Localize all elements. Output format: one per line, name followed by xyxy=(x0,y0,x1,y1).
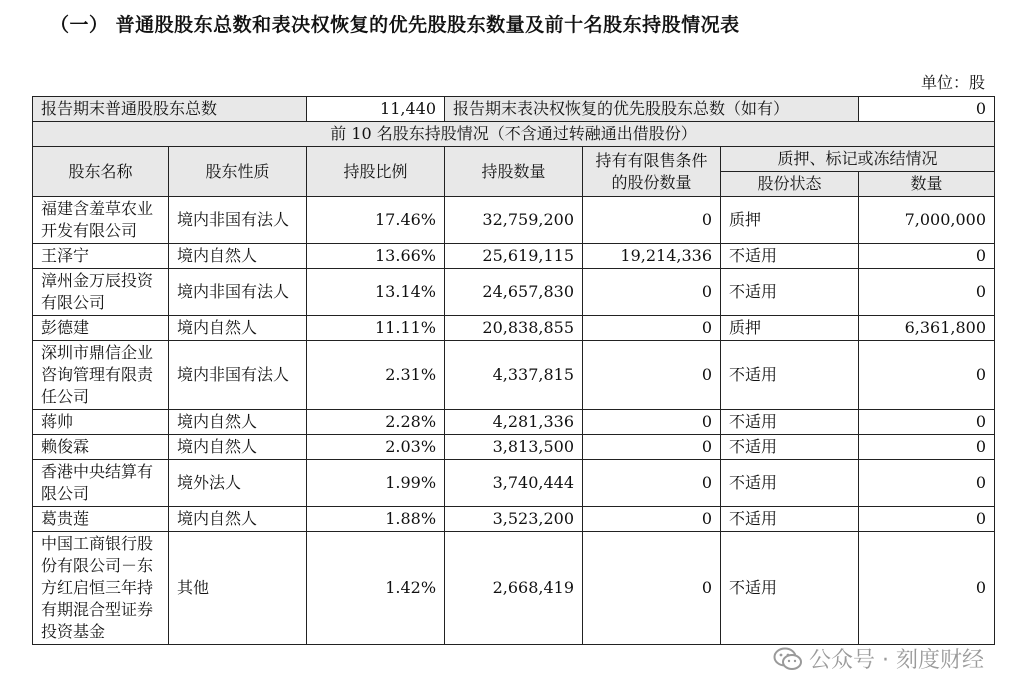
shareholder-nature: 其他 xyxy=(169,532,307,645)
header-status: 股份状态 xyxy=(721,172,859,197)
common-holders-value: 11,440 xyxy=(307,97,445,122)
pledge-amount: 0 xyxy=(859,410,995,435)
header-qty: 持股数量 xyxy=(445,147,583,197)
shareholder-name: 深圳市鼎信企业咨询管理有限责任公司 xyxy=(33,341,169,410)
watermark-text: 公众号 · 刻度财经 xyxy=(809,648,984,673)
shareholder-name: 王泽宁 xyxy=(33,244,169,269)
restricted-qty: 0 xyxy=(583,410,721,435)
wechat-icon xyxy=(773,646,803,672)
pledge-amount: 0 xyxy=(859,435,995,460)
table-row xyxy=(33,435,995,460)
shareholder-nature: 境内自然人 xyxy=(169,435,307,460)
pledge-amount: 7,000,000 xyxy=(859,197,995,244)
table-row xyxy=(33,341,995,410)
unit-label: 单位：股 xyxy=(920,73,985,92)
holding-ratio: 2.03% xyxy=(307,435,445,460)
shareholder-name: 香港中央结算有限公司 xyxy=(33,460,169,507)
shareholder-nature: 境内非国有法人 xyxy=(169,197,307,244)
share-status: 不适用 xyxy=(721,410,859,435)
share-status: 质押 xyxy=(721,316,859,341)
pledge-amount: 0 xyxy=(859,341,995,410)
restricted-qty: 0 xyxy=(583,269,721,316)
holding-qty: 3,813,500 xyxy=(445,435,583,460)
restricted-qty: 0 xyxy=(583,507,721,532)
pledge-amount: 0 xyxy=(859,460,995,507)
shareholder-nature: 境内自然人 xyxy=(169,507,307,532)
holding-ratio: 17.46% xyxy=(307,197,445,244)
shareholder-name: 蒋帅 xyxy=(33,410,169,435)
header-pledge-group: 质押、标记或冻结情况 xyxy=(721,147,995,172)
page-title: （一） 普通股股东总数和表决权恢复的优先股股东数量及前十名股东持股情况表 xyxy=(50,14,740,36)
restricted-qty: 0 xyxy=(583,460,721,507)
share-status: 不适用 xyxy=(721,341,859,410)
holding-ratio: 11.11% xyxy=(307,316,445,341)
restricted-qty: 0 xyxy=(583,197,721,244)
holding-qty: 4,337,815 xyxy=(445,341,583,410)
header-amount: 数量 xyxy=(859,172,995,197)
restricted-qty: 0 xyxy=(583,341,721,410)
header-nature: 股东性质 xyxy=(169,147,307,197)
summary-row xyxy=(33,97,995,122)
shareholder-nature: 境内非国有法人 xyxy=(169,341,307,410)
holding-qty: 3,523,200 xyxy=(445,507,583,532)
table-row xyxy=(33,410,995,435)
header-name: 股东名称 xyxy=(33,147,169,197)
table-row xyxy=(33,269,995,316)
section-header: 前 10 名股东持股情况（不含通过转融通出借股份） xyxy=(33,122,995,147)
holding-qty: 4,281,336 xyxy=(445,410,583,435)
header-ratio: 持股比例 xyxy=(307,147,445,197)
pref-holders-label: 报告期末表决权恢复的优先股股东总数（如有） xyxy=(445,97,859,122)
holding-ratio: 13.14% xyxy=(307,269,445,316)
shareholder-nature: 境内自然人 xyxy=(169,244,307,269)
share-status: 不适用 xyxy=(721,269,859,316)
shareholder-nature: 境内自然人 xyxy=(169,410,307,435)
share-status: 不适用 xyxy=(721,532,859,645)
pledge-amount: 0 xyxy=(859,244,995,269)
holding-qty: 24,657,830 xyxy=(445,269,583,316)
share-status: 不适用 xyxy=(721,507,859,532)
share-status: 不适用 xyxy=(721,460,859,507)
holding-qty: 32,759,200 xyxy=(445,197,583,244)
table-row xyxy=(33,507,995,532)
shareholder-nature: 境内自然人 xyxy=(169,316,307,341)
restricted-qty: 0 xyxy=(583,316,721,341)
holding-ratio: 1.99% xyxy=(307,460,445,507)
restricted-qty: 0 xyxy=(583,532,721,645)
pledge-amount: 6,361,800 xyxy=(859,316,995,341)
table-row xyxy=(33,532,995,645)
holding-qty: 25,619,115 xyxy=(445,244,583,269)
shareholder-name: 彭德建 xyxy=(33,316,169,341)
holding-ratio: 1.42% xyxy=(307,532,445,645)
header-row-1 xyxy=(33,147,995,172)
shareholder-name: 福建含羞草农业开发有限公司 xyxy=(33,197,169,244)
restricted-qty: 0 xyxy=(583,435,721,460)
share-status: 不适用 xyxy=(721,435,859,460)
shareholder-nature: 境外法人 xyxy=(169,460,307,507)
pledge-amount: 0 xyxy=(859,269,995,316)
section-header-row xyxy=(33,122,995,147)
shareholder-name: 中国工商银行股份有限公司－东方红启恒三年持有期混合型证券投资基金 xyxy=(33,532,169,645)
common-holders-label: 报告期末普通股股东总数 xyxy=(33,97,307,122)
table-row xyxy=(33,316,995,341)
share-status: 不适用 xyxy=(721,244,859,269)
table-row xyxy=(33,460,995,507)
shareholder-name: 赖俊霖 xyxy=(33,435,169,460)
shareholder-table xyxy=(32,96,995,645)
holding-qty: 3,740,444 xyxy=(445,460,583,507)
shareholder-name: 葛贵莲 xyxy=(33,507,169,532)
watermark xyxy=(773,643,984,674)
share-status: 质押 xyxy=(721,197,859,244)
holding-ratio: 1.88% xyxy=(307,507,445,532)
table-row xyxy=(33,244,995,269)
pledge-amount: 0 xyxy=(859,532,995,645)
pref-holders-value: 0 xyxy=(859,97,995,122)
shareholder-nature: 境内非国有法人 xyxy=(169,269,307,316)
header-restricted: 持有有限售条件的股份数量 xyxy=(583,147,721,197)
holding-ratio: 2.31% xyxy=(307,341,445,410)
holding-qty: 2,668,419 xyxy=(445,532,583,645)
pledge-amount: 0 xyxy=(859,507,995,532)
restricted-qty: 19,214,336 xyxy=(583,244,721,269)
holding-qty: 20,838,855 xyxy=(445,316,583,341)
holding-ratio: 2.28% xyxy=(307,410,445,435)
holding-ratio: 13.66% xyxy=(307,244,445,269)
shareholder-name: 漳州金万辰投资有限公司 xyxy=(33,269,169,316)
table-row xyxy=(33,197,995,244)
